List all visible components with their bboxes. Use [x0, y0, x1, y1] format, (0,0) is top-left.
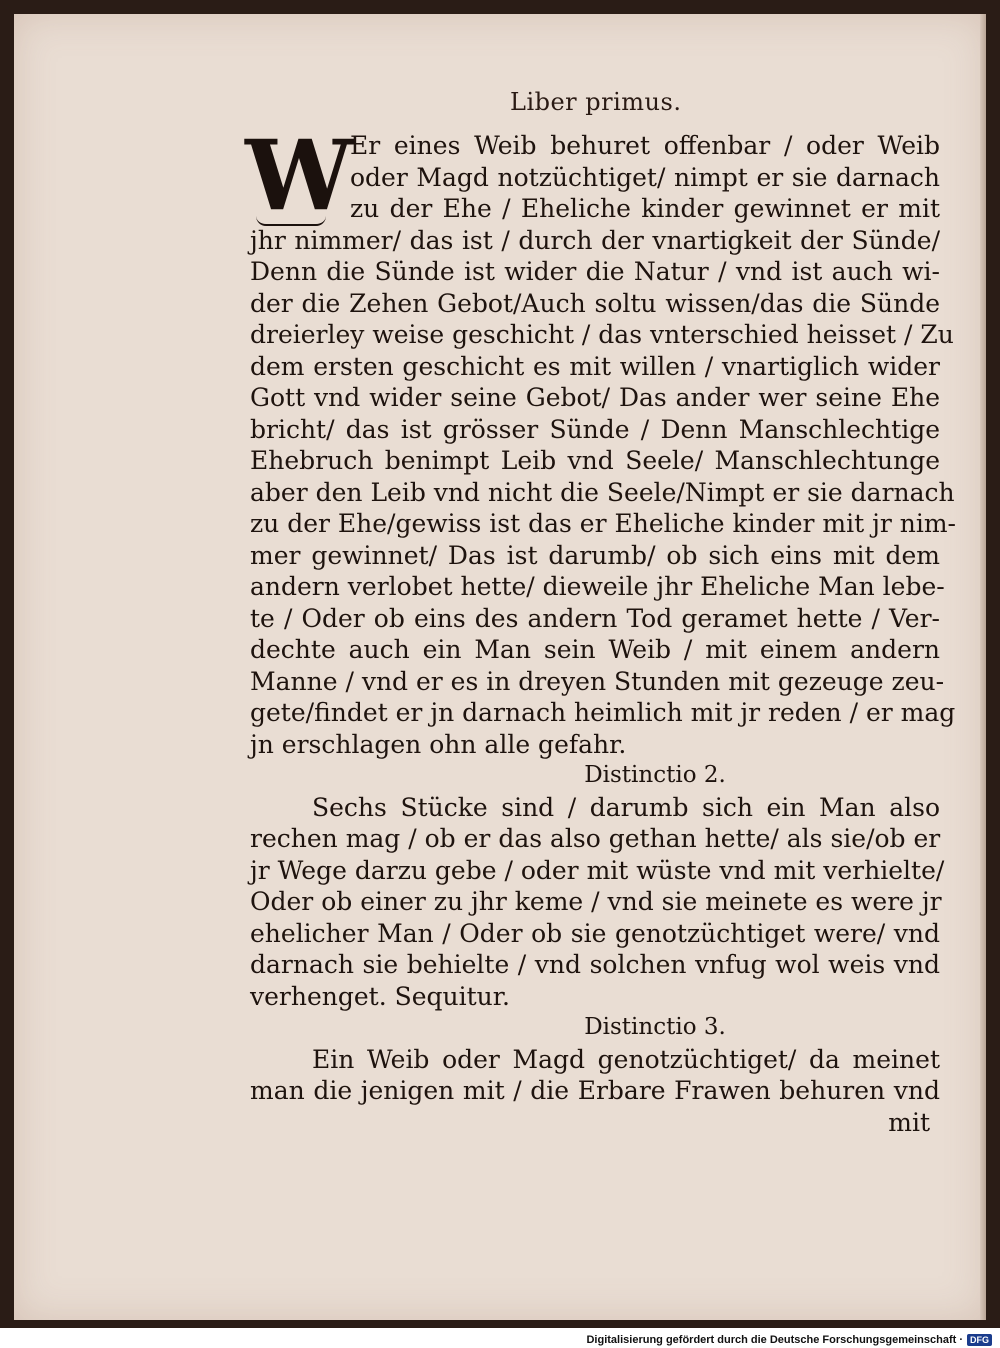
text-line: Oder ob einer zu jhr keme / vnd sie meinete es were jr	[250, 887, 942, 916]
text-line: te / Oder ob eins des andern Tod geramet hette / Ver-	[250, 603, 940, 633]
text-line: aber den Leib vnd nicht die Seele/Nimpt er sie darnach	[250, 477, 955, 507]
text-line: zu der Ehe/gewiss ist das er Eheliche kinder mit jr nim-	[250, 509, 956, 538]
text-line: bricht/ das ist grösser Sünde / Denn Manschlechtige	[250, 414, 940, 444]
text-line: der die Zehen Gebot/Auch soltu wissen/das die Sünde	[250, 288, 940, 318]
text-line: Sechs Stücke sind / darumb sich ein Man also	[312, 792, 940, 822]
text-line: jr Wege darzu gebe / oder mit wüste vnd mit verhielte/	[250, 855, 945, 885]
text-line: man die jenigen mit / die Erbare Frawen behuren vnd	[250, 1076, 940, 1105]
text-line: mer gewinnet/ Das ist darumb/ ob sich eins mit dem	[250, 540, 940, 570]
page-edge	[980, 14, 986, 1320]
section-heading: Distinctio 3.	[584, 1014, 726, 1040]
text-line: jhr nimmer/ das ist / durch der vnartigkeit der Sünde/	[250, 225, 940, 255]
text-line: Er eines Weib behuret offenbar / oder Weib	[350, 131, 940, 160]
text-line: ehelicher Man / Oder ob sie genotzüchtiget were/ vnd	[250, 918, 940, 948]
text-line: Ehebruch benimpt Leib vnd Seele/ Manschlechtunge	[250, 446, 940, 475]
footer-text: Digitalisierung gefördert durch die Deutsche Forschungsgemeinschaft ·	[586, 1334, 963, 1346]
catchword: mit	[888, 1107, 930, 1137]
text-line: zu der Ehe / Eheliche kinder gewinnet er mit	[350, 194, 940, 223]
text-line: darnach sie behielte / vnd solchen vnfug wol weis vnd	[250, 950, 940, 979]
text-line: verhenget. Sequitur.	[250, 981, 510, 1011]
section-heading: Distinctio 2.	[584, 762, 726, 788]
text-line: rechen mag / ob er das also gethan hette/ als sie/ob er	[250, 824, 941, 853]
text-line: Denn die Sünde ist wider die Natur / vnd ist auch wi-	[250, 257, 940, 286]
text-line: Ein Weib oder Magd genotzüchtiget/ da meinet	[312, 1044, 940, 1074]
text-line: dechte auch ein Man sein Weib / mit einem andern	[250, 635, 940, 664]
text-line: Manne / vnd er es in dreyen Stunden mit gezeuge zeu-	[250, 666, 945, 696]
footer-credit	[586, 1334, 992, 1346]
drop-cap-initial: W	[245, 119, 353, 232]
text-line: dreierley weise geschicht / das vnterschied heisset / Zu	[250, 320, 954, 349]
text-line: gete/findet er jn darnach heimlich mit jr reden / er mag	[250, 698, 956, 727]
main-text	[245, 119, 956, 1138]
text-line: Gott vnd wider seine Gebot/ Das ander wer seine Ehe	[250, 383, 940, 412]
dfg-logo-icon: DFG	[967, 1334, 992, 1346]
text-line: oder Magd notzüchtiget/ nimpt er sie darnach	[350, 162, 940, 192]
text-line: andern verlobet hette/ dieweile jhr Eheliche Man lebe-	[250, 572, 945, 601]
text-line: dem ersten geschicht es mit willen / vnartiglich wider	[250, 351, 940, 381]
running-head: Liber primus.	[510, 88, 682, 116]
text-line: jn erschlagen ohn alle gefahr.	[250, 729, 627, 759]
